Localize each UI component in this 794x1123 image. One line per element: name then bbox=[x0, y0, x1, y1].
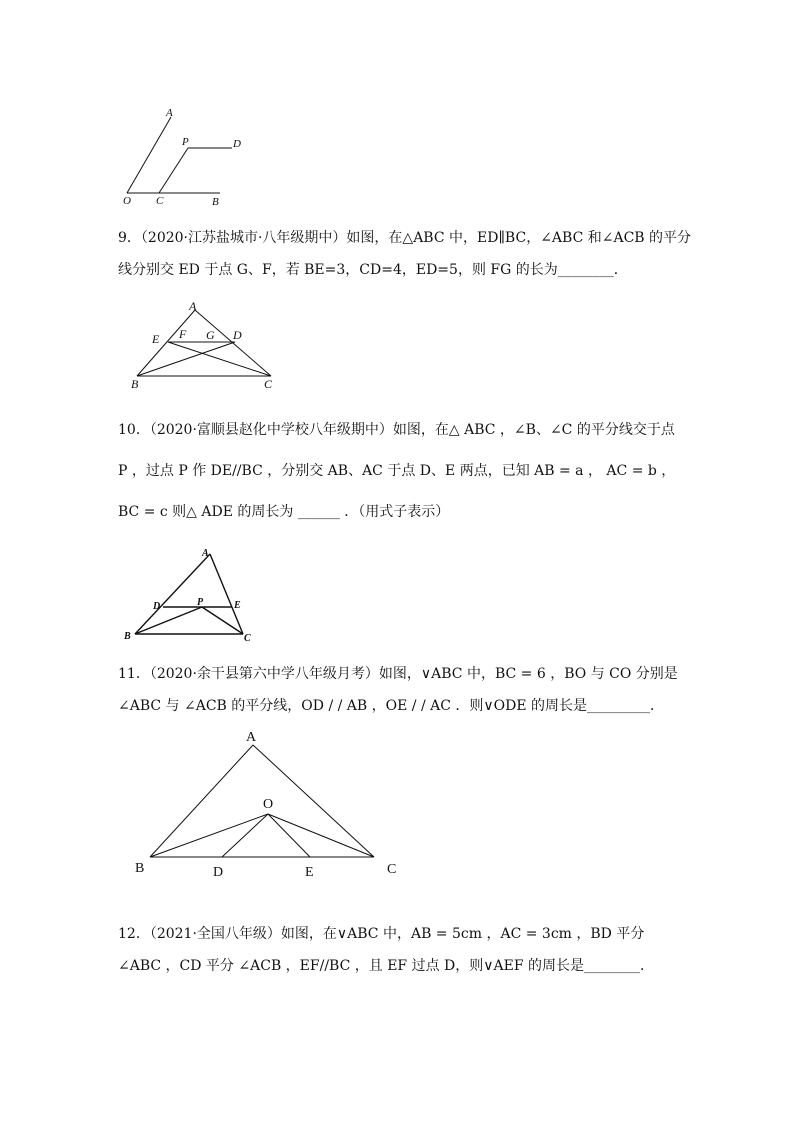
figure-parallel-angles bbox=[115, 100, 241, 210]
q10-line1: 10．（2020·富顺县赵化中学校八年级期中）如图，在△ ABC ，∠B、∠C 的平分线交于点 bbox=[118, 422, 675, 438]
q10-label-B: B bbox=[124, 631, 131, 642]
q10-line3: BC = c 则△ ADE 的周长为 ______ ．（用式子表示） bbox=[118, 504, 450, 520]
label-P: P bbox=[182, 136, 189, 148]
label-A: A bbox=[166, 107, 173, 119]
q10-label-P: P bbox=[197, 597, 204, 608]
q10-label-C: C bbox=[244, 633, 251, 644]
q10-label-A: A bbox=[202, 548, 209, 559]
q11-label-A: A bbox=[246, 730, 257, 745]
label-D: D bbox=[233, 138, 241, 150]
q9-label-E: E bbox=[152, 332, 160, 346]
q11-label-D: D bbox=[213, 865, 224, 880]
q11-label-B: B bbox=[135, 861, 145, 876]
figure-q11-triangle bbox=[130, 725, 410, 885]
label-O: O bbox=[123, 195, 131, 207]
q9-line2: 线分别交 ED 于点 G、F，若 BE=3，CD=4，ED=5，则 FG 的长为________． bbox=[118, 262, 628, 278]
q10-label-E: E bbox=[234, 600, 241, 611]
q9-line1: 9．（2020·江苏盐城市·八年级期中）如图，在△ABC 中，ED∥BC，∠ABC 和∠ACB 的平分 bbox=[118, 230, 692, 246]
q12-line1: 12．（2021·全国八年级）如图，在∨ABC 中，AB = 5cm ，AC = 3cm ，BD 平分 bbox=[118, 926, 645, 942]
q9-label-D: D bbox=[233, 328, 242, 342]
q11-line2: ∠ABC 与 ∠ACB 的平分线，OD / / AB ，OE / / AC ．则∨ODE 的周长是_________． bbox=[118, 698, 664, 714]
q9-label-F: F bbox=[179, 327, 187, 341]
figure-q9-triangle bbox=[125, 298, 285, 393]
q11-label-O: O bbox=[263, 797, 274, 812]
q9-label-C: C bbox=[264, 377, 273, 391]
q10-label-D: D bbox=[153, 601, 161, 612]
q11-label-C: C bbox=[387, 862, 397, 877]
q11-label-E: E bbox=[305, 865, 314, 880]
q9-label-G: G bbox=[206, 328, 215, 342]
q11-line1: 11．（2020·余干县第六中学八年级月考）如图，∨ABC 中，BC = 6 ，BO 与 CO 分别是 bbox=[118, 666, 678, 682]
label-B: B bbox=[212, 196, 219, 208]
q9-label-B: B bbox=[131, 377, 139, 391]
q12-line2: ∠ABC ，CD 平分 ∠ACB ，EF//BC ，且 EF 过点 D，则∨AEF 的周长是________． bbox=[118, 958, 655, 974]
figure-q10-triangle bbox=[120, 542, 260, 647]
q9-label-A: A bbox=[189, 299, 197, 313]
label-C: C bbox=[156, 195, 164, 207]
q10-line2: P ，过点 P 作 DE//BC ，分别交 AB、AC 于点 D、E 两点，已知 AB = a ， AC = b ， bbox=[118, 463, 676, 479]
